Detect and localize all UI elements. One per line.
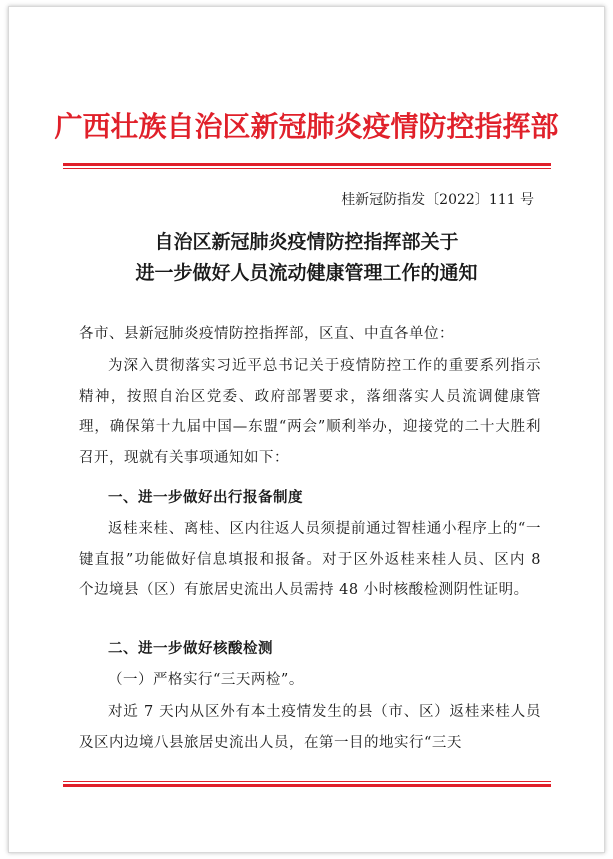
- footer-red-rule-thick: [63, 784, 551, 787]
- footer-red-rule-thin: [63, 781, 551, 782]
- section-2-paragraph: 对近 7 天内从区外有本土疫情发生的县（市、区）返桂来桂人员及区内边境八县旅居史流出人员，在第一目的地实行“三天: [79, 704, 541, 751]
- issuer-header: 广西壮族自治区新冠肺炎疫情防控指挥部: [54, 110, 559, 143]
- header-red-rule-thick: [63, 163, 551, 166]
- salutation: 各市、县新冠肺炎疫情防控指挥部，区直、中直各单位：: [79, 326, 454, 342]
- document-page: [8, 6, 605, 853]
- section-1-heading: 一、进一步做好出行报备制度: [108, 489, 303, 506]
- header-red-rule-thin: [63, 168, 551, 169]
- document-number: 桂新冠防指发〔2022〕111 号: [341, 192, 534, 208]
- document-title-line-2: 进一步做好人员流动健康管理工作的通知: [135, 262, 478, 284]
- document-title-line-1: 自治区新冠肺炎疫情防控指挥部关于: [154, 231, 459, 253]
- intro-paragraph: 为深入贯彻落实习近平总书记关于疫情防控工作的重要系列指示精神，按照自治区党委、政府部署要求，落细落实人员流调健康管理，确保第十九届中国—东盟“两会”顺利举办，迎接党的二十大胜利召开，现就有关事项通知如下：: [79, 358, 541, 466]
- section-2-heading: 二、进一步做好核酸检测: [108, 640, 273, 657]
- section-1-paragraph: 返桂来桂、离桂、区内往返人员须提前通过智桂通小程序上的“一键直报”功能做好信息填报和报备。对于区外返桂来桂人员、区内 8 个边境县（区）有旅居史流出人员需持 48 小时核酸检测阴性证明。: [79, 521, 541, 598]
- section-2-subheading: （一）严格实行“三天两检”。: [108, 672, 304, 688]
